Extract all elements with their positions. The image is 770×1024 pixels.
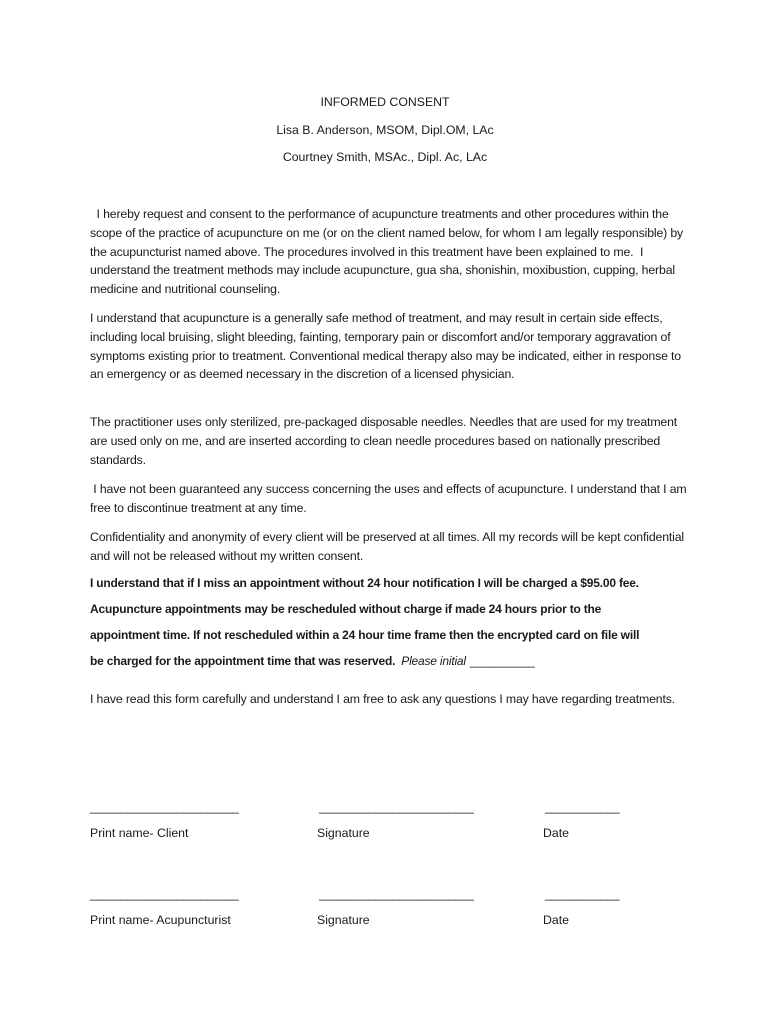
client-signature-line[interactable]: _________________________ bbox=[319, 800, 474, 814]
acupuncturist-name-label: Print name- Acupuncturist bbox=[90, 913, 231, 927]
client-name-line[interactable]: ________________________ bbox=[90, 800, 239, 814]
no-guarantee-paragraph: I have not been guaranteed any success concerning the uses and effects of acupuncture. I understand that I am free to discontinue treatment at any time. bbox=[90, 482, 690, 515]
client-name-label: Print name- Client bbox=[90, 826, 189, 840]
acknowledgement-paragraph: I have read this form carefully and understand I am free to ask any questions I may have regarding treatments. bbox=[90, 692, 675, 706]
client-date-label: Date bbox=[543, 826, 569, 840]
cancellation-policy-line-2: Acupuncture appointments may be rescheduled without charge if made 24 hours prior to the bbox=[90, 602, 602, 616]
needles-paragraph: The practitioner uses only sterilized, pre-packaged disposable needles. Needles that are used for my treatment are used only on me, and are inserted according to clean needle procedures based on nationally prescribed standards. bbox=[90, 415, 678, 467]
client-signature-label: Signature bbox=[317, 826, 370, 840]
acupuncturist-date-line[interactable]: ____________ bbox=[545, 887, 620, 901]
client-date-line[interactable]: ____________ bbox=[545, 800, 620, 814]
practitioner-2: Courtney Smith, MSAc., Dipl. Ac, LAc bbox=[282, 150, 488, 164]
cancellation-policy-line-3: appointment time. If not rescheduled within a 24 hour time frame then the encrypted card on file will bbox=[90, 628, 640, 642]
consent-paragraph: I hereby request and consent to the performance of acupuncture treatments and other procedures within the scope of the practice of acupuncture on me (or on the client named below, for whom I am legally responsible) by the acupuncturist named above. The procedures involved in this treatment have been explained to me. I understand the treatment methods may include acupuncture, gua sha, shonishin, moxibustion, cupping, herbal medicine and nutritional counseling. bbox=[90, 207, 687, 297]
cancellation-policy-text: be charged for the appointment time that was reserved. bbox=[90, 654, 396, 668]
acupuncturist-signature-line[interactable]: _________________________ bbox=[319, 887, 474, 901]
side-effects-paragraph: I understand that acupuncture is a generally safe method of treatment, and may result in certain side effects, including local bruising, slight bleeding, fainting, temporary pain or discomfort and/or temporary aggravation of symptoms existing prior to treatment. Conventional medical therapy also may be indicated, either in response to an emergency or as deemed necessary in the discretion of a licensed physician. bbox=[90, 311, 681, 382]
acupuncturist-date-label: Date bbox=[543, 913, 569, 927]
form-title: INFORMED CONSENT bbox=[320, 95, 450, 109]
confidentiality-paragraph: Confidentiality and anonymity of every client will be preserved at all times. All my records will be kept confidential and will not be released without my written consent. bbox=[90, 530, 685, 563]
cancellation-policy-line-1: I understand that if I miss an appointment without 24 hour notification I will be charged a $95.00 fee. bbox=[90, 576, 639, 590]
initial-prompt: Please initial bbox=[401, 654, 466, 668]
initial-field[interactable]: __________ bbox=[469, 654, 535, 668]
practitioner-1: Lisa B. Anderson, MSOM, Dipl.OM, LAc bbox=[276, 123, 494, 137]
acupuncturist-name-line[interactable]: ________________________ bbox=[90, 887, 239, 901]
acupuncturist-signature-label: Signature bbox=[317, 913, 370, 927]
cancellation-policy-line-4 bbox=[90, 654, 730, 668]
